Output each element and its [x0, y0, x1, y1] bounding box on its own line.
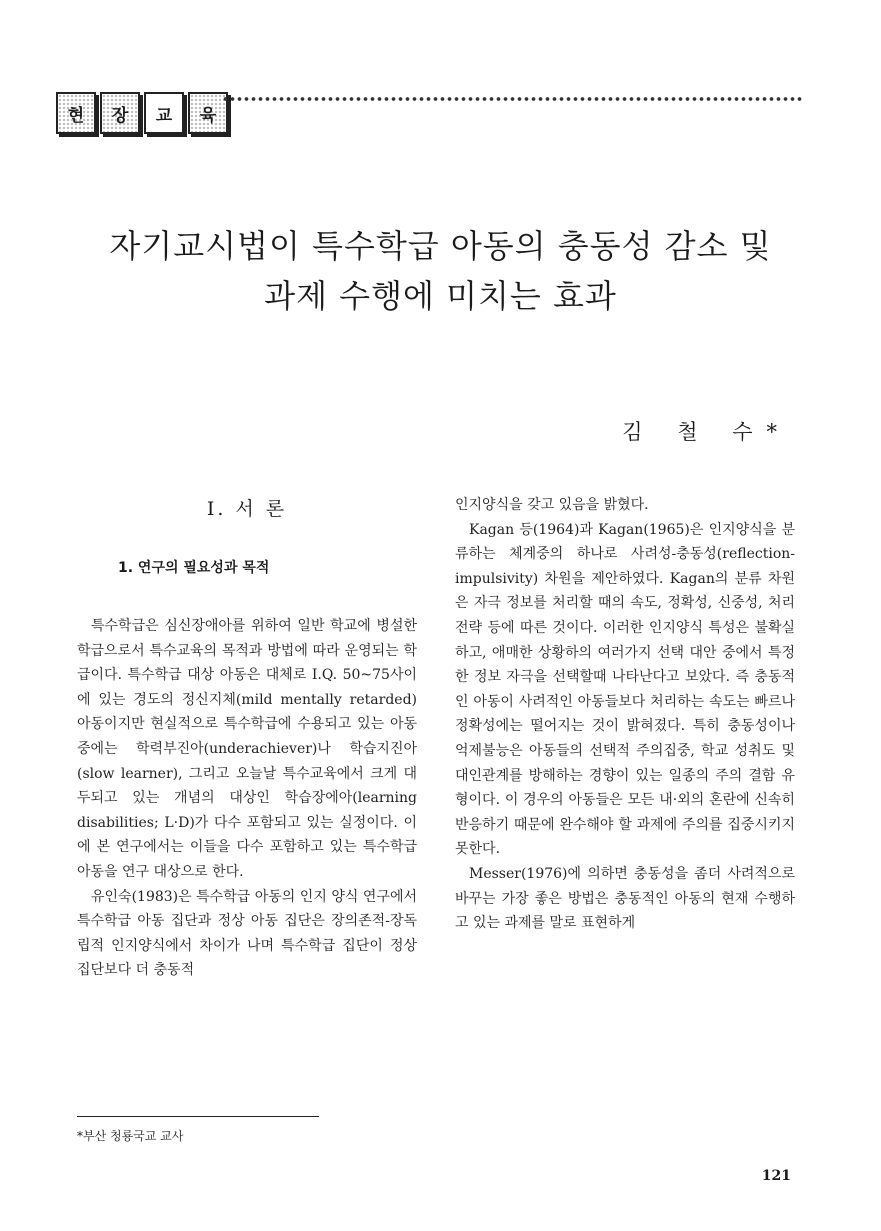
ornamental-border	[222, 96, 802, 106]
paragraph: 인지양식을 갖고 있음을 밝혔다.	[455, 497, 649, 513]
badge-char-3: 교	[144, 92, 184, 134]
paragraph: 특수학급은 심신장애아를 위하여 일반 학교에 병설한 학급으로서 특수교육의 목적과 방법에 따라 운영되는 학급이다. 특수학급 대상 아동은 대체로 I.Q. 50~75사이에 있는 경도의 정신지체(mild mentally retarded) 아동이지만 현실적으로 특수학급에 수용되고 있는 아동 중에는 학력부진아(underachiever)나 학습지진아(slow learner), 그리고 오늘날 특수교육에서 크게 대두되고 있는 개념의 대상인 학습장에아(learning disabilities; L·D)가 다수 포함되고 있는 실정이다. 이에 본 연구에서는 이들을 다수 포함하고 있는 특수학급 아동을 연구 대상으로 한다.	[77, 618, 417, 880]
article-title-line-1: 자기교시법이 특수학급 아동의 충동성 감소 및	[109, 227, 772, 265]
paragraph: Messer(1976)에 의하면 충동성을 좀더 사려적으로 바꾸는 가장 좋은 방법은 충동적인 아동의 현재 수행하고 있는 과제를 말로 표현하게	[455, 865, 795, 932]
section-heading: I. 서 론	[206, 498, 288, 520]
badge-char-4: 육	[188, 92, 228, 134]
paragraph: Kagan 등(1964)과 Kagan(1965)은 인지양식을 분류하는 체계중의 하나로 사려성-충동성(reflection-impulsivity) 차원을 제안하였다. Kagan의 분류 차원은 자극 정보를 처리할 때의 속도, 정확성, 신중성, 처리전략 등에 따른 것이다. 이러한 인지양식 특성은 불확실하고, 애매한 상황하의 여러가지 선택 대안 중에서 특정한 정보 자극을 선택할때 나타난다고 보았다. 즉 충동적인 아동이 사려적인 아동들보다 처리하는 속도는 빠르나 정확성에는 떨어지는 것이 밝혀졌다. 특히 충동성이나 억제불능은 아동들의 선택적 주의집중, 학교 성취도 및 대인관계를 방해하는 경향이 있는 일종의 주의 결함 유형이다. 이 경우의 아동들은 모든 내·외의 혼란에 신속히 반응하기 때문에 완수해야 할 과제에 주의를 집중시키지 못한다.	[455, 521, 795, 858]
right-column	[455, 493, 795, 936]
page-number: 121	[761, 1168, 791, 1184]
section-badge	[56, 92, 228, 134]
badge-char-1: 현	[56, 92, 96, 134]
article-title-line-2: 과제 수행에 미치는 효과	[264, 277, 617, 315]
footnote: *부산 청룡국교 교사	[77, 1129, 184, 1143]
footnote-rule	[77, 1116, 319, 1117]
badge-char-2: 장	[100, 92, 140, 134]
subsection-heading: 1. 연구의 필요성과 목적	[118, 560, 270, 576]
left-column	[77, 614, 417, 983]
paragraph: 유인숙(1983)은 특수학급 아동의 인지 양식 연구에서 특수학급 아동 집단과 정상 아동 집단은 장의존적-장독립적 인지양식에서 차이가 나며 특수학급 집단이 정상 집단보다 더 충동적	[77, 888, 417, 979]
author-name: 김 철 수*	[622, 420, 791, 444]
